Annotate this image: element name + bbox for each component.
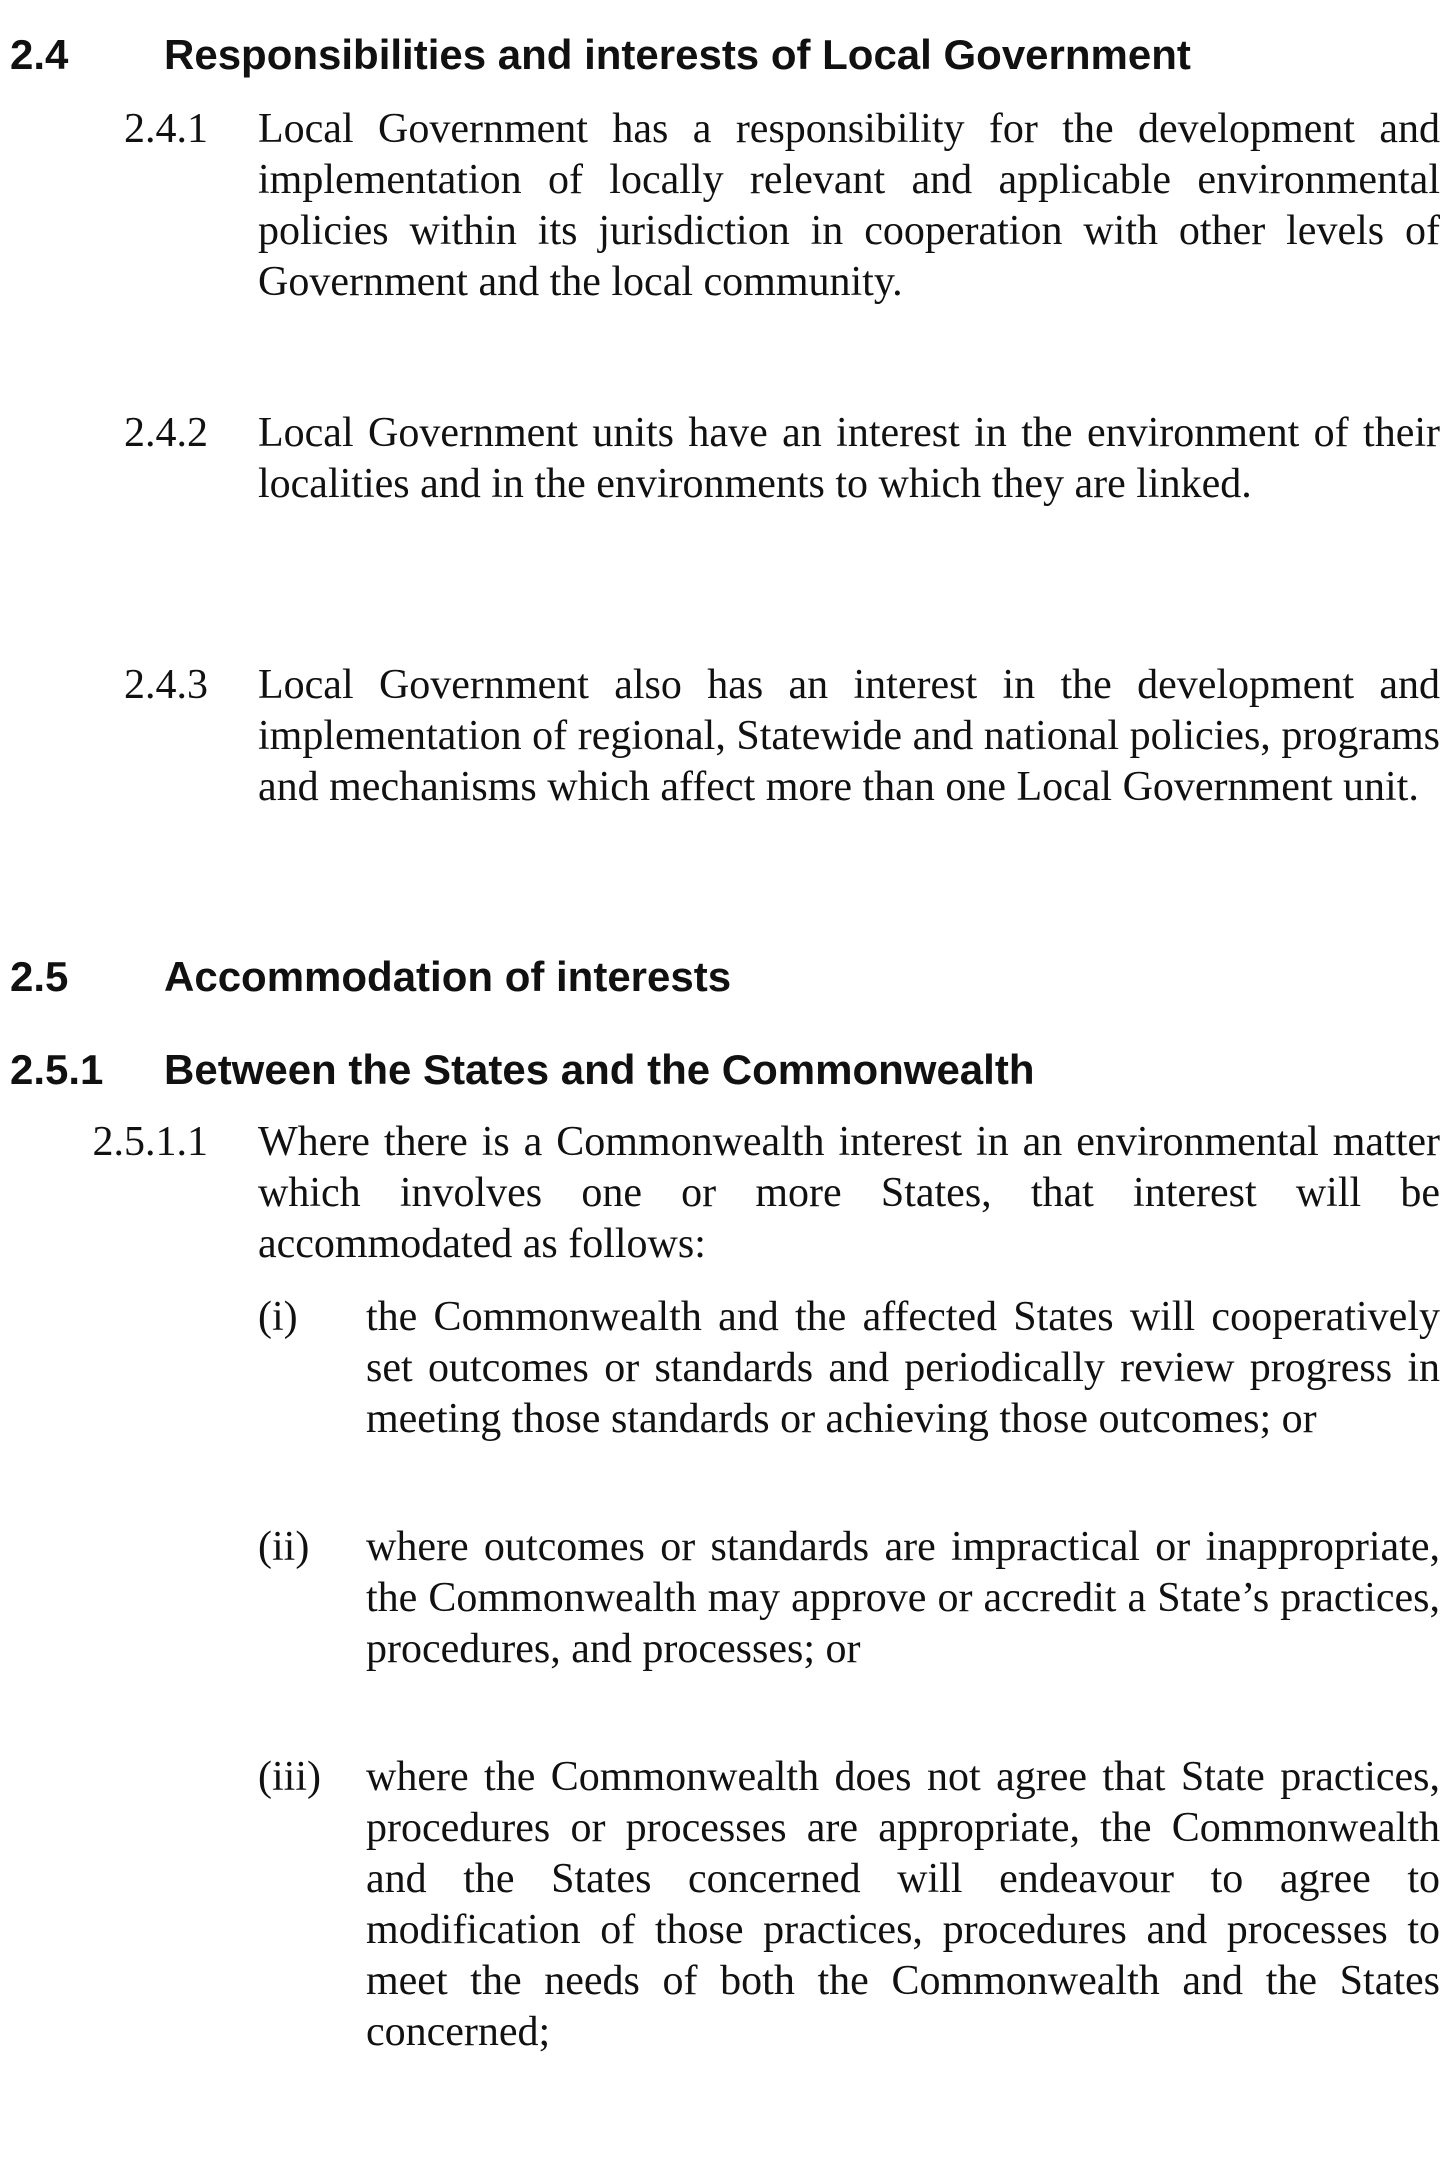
section-number: 2.4 <box>10 31 69 78</box>
paragraph-text: Local Government units have an interest in the environment of their localities and in the environments to which they are linked. <box>258 410 1440 507</box>
paragraph-number: 2.4.1 <box>124 106 208 152</box>
paragraph-number: 2.5.1.1 <box>92 1119 208 1165</box>
list-item-number: (i) <box>258 1294 298 1340</box>
paragraph-number: 2.4.3 <box>124 662 208 708</box>
paragraph-text: Local Government also has an interest in the development and implementation of regional, Statewide and national policies, programs and mechanisms which affect more than one Local Government unit. <box>258 662 1440 810</box>
section-number: 2.5.1 <box>10 1046 104 1093</box>
section-title: Accommodation of interests <box>164 953 732 1000</box>
paragraph-text: Local Government has a responsibility for the development and implementation of locally relevant and applicable environmental policies within its jurisdiction in cooperation with other levels of Government and the local community. <box>258 106 1440 305</box>
section-title: Between the States and the Commonwealth <box>164 1046 1035 1093</box>
section-heading-2-5-1 <box>10 1045 1430 1095</box>
section-number: 2.5 <box>10 953 69 1000</box>
list-item-number: (iii) <box>258 1754 321 1800</box>
list-item-text: the Commonwealth and the affected States will cooperatively set outcomes or standards and periodically review progress in meeting those standards or achieving those outcomes; or <box>366 1294 1440 1442</box>
list-item-text: where outcomes or standards are impractical or inappropriate, the Commonwealth may approve or accredit a State’s practices, procedures, and processes; or <box>366 1524 1440 1672</box>
section-heading-2-4 <box>10 30 1430 80</box>
section-heading-2-5 <box>10 952 1430 1002</box>
section-title: Responsibilities and interests of Local Government <box>164 31 1191 78</box>
paragraph-text: Where there is a Commonwealth interest in an environmental matter which involves one or more States, that interest will be accommodated as follows: <box>258 1119 1440 1267</box>
paragraph-number: 2.4.2 <box>124 410 208 456</box>
list-item-number: (ii) <box>258 1524 310 1570</box>
list-item-text: where the Commonwealth does not agree that State practices, procedures or processes are appropriate, the Commonwealth and the States concerned will endeavour to agree to modification of those practices, procedures and processes to meet the needs of both the Commonwealth and the States concerned; <box>366 1754 1440 2055</box>
